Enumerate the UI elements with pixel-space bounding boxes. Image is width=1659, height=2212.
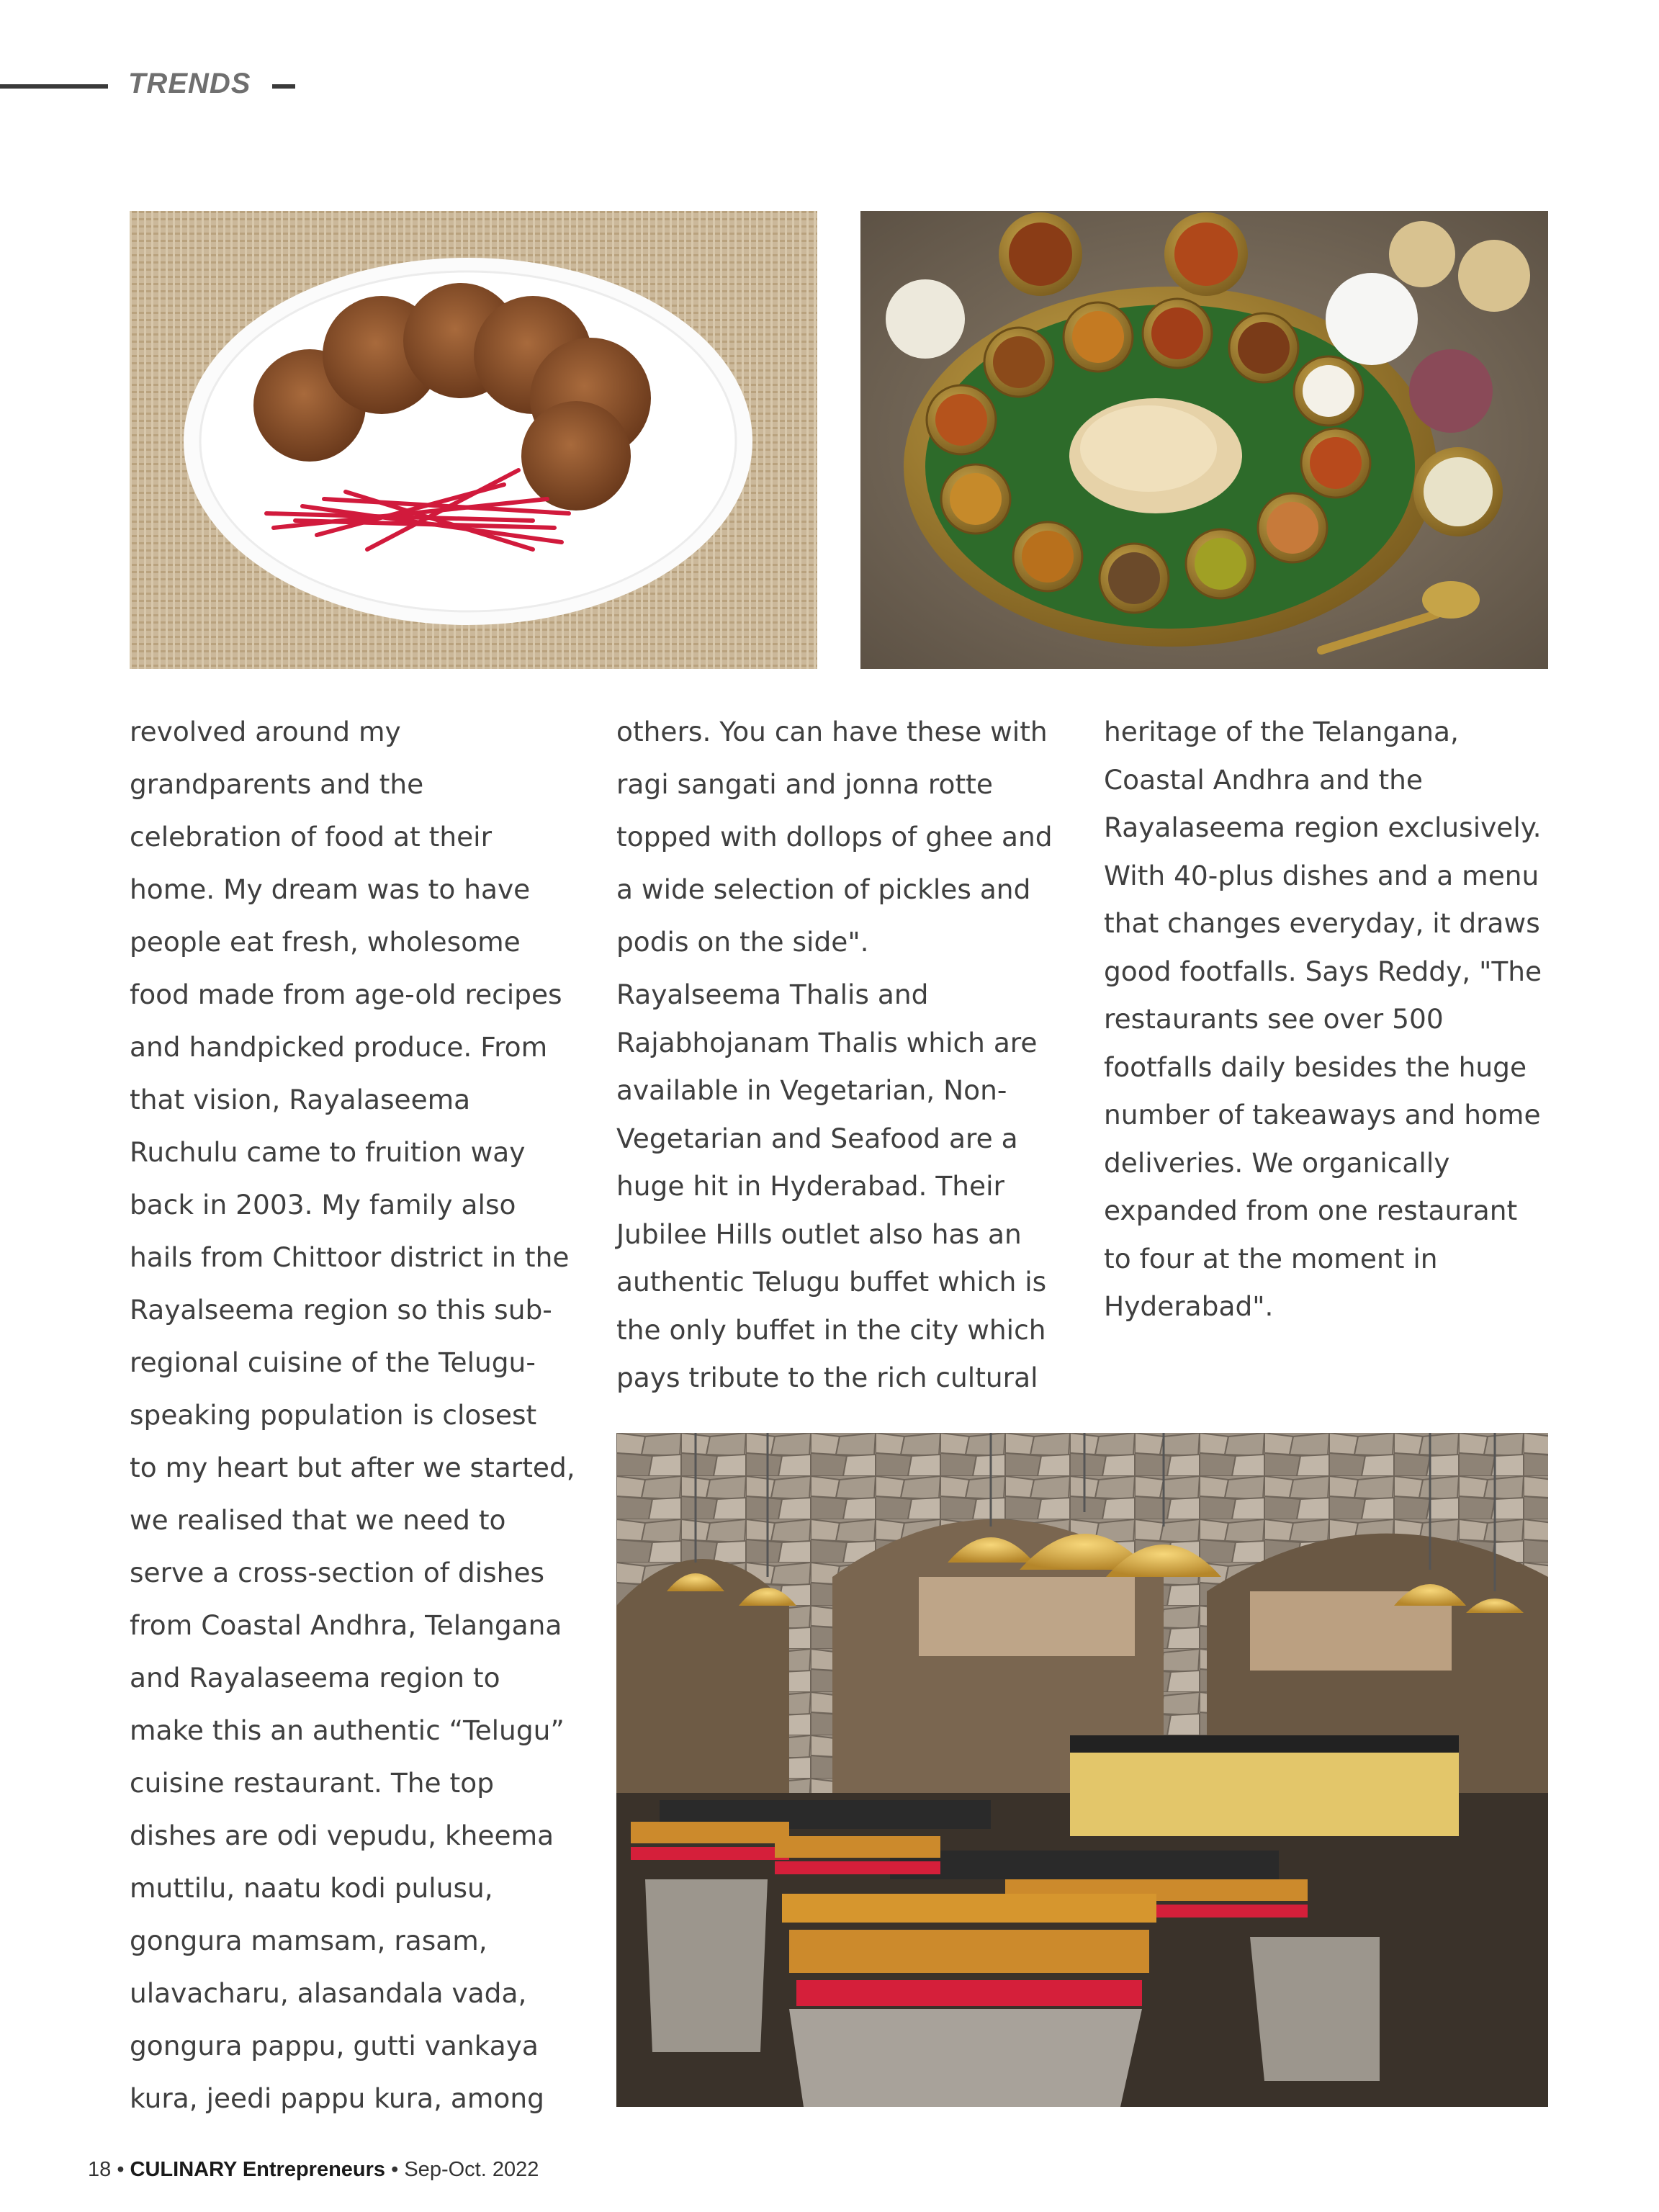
text-line: expanded from one restaurant — [1104, 1195, 1518, 1226]
text-column-1 — [130, 713, 590, 2132]
text-line: from Coastal Andhra, Telangana — [130, 1609, 562, 1641]
text-line: Rayalseema Thalis and — [616, 979, 929, 1010]
text-line: grandparents and the — [130, 768, 424, 800]
text-line: Rayalaseema region exclusively. — [1104, 811, 1542, 843]
text-line: hails from Chittoor district in the — [130, 1241, 570, 1273]
text-column-3 — [1104, 713, 1565, 1336]
text-line: pays tribute to the rich cultural — [616, 1362, 1038, 1393]
text-line: a wide selection of pickles and — [616, 873, 1031, 905]
text-line: and handpicked produce. From — [130, 1031, 548, 1063]
text-line: and Rayalaseema region to — [130, 1662, 500, 1694]
text-line: Coastal Andhra and the — [1104, 763, 1423, 796]
text-line: restaurants see over 500 — [1104, 1003, 1444, 1035]
footer-separator: • — [117, 2158, 125, 2181]
text-line: to my heart but after we started, — [130, 1452, 575, 1483]
text-line: podis on the side". — [616, 926, 869, 958]
text-line: deliveries. We organically — [1104, 1146, 1450, 1179]
text-line: celebration of food at their — [130, 821, 492, 853]
text-line: dishes are odi vepudu, kheema — [130, 1820, 554, 1851]
text-line: good footfalls. Says Reddy, "The — [1104, 955, 1542, 987]
text-line: With 40-plus dishes and a menu — [1104, 859, 1539, 891]
text-line: Vegetarian and Seafood are a — [616, 1122, 1018, 1154]
text-line: footfalls daily besides the huge — [1104, 1051, 1527, 1083]
page-footer — [88, 2158, 539, 2182]
text-line: gongura pappu, gutti vankaya — [130, 2030, 539, 2062]
magazine-title: CULINARY Entrepreneurs — [130, 2158, 386, 2181]
text-line: that changes everyday, it draws — [1104, 907, 1540, 939]
text-line: speaking population is closest — [130, 1399, 537, 1431]
header-rule-right — [272, 84, 295, 89]
issue-date: Sep-Oct. 2022 — [404, 2158, 539, 2181]
text-line: muttilu, naatu kodi pulusu, — [130, 1872, 493, 1904]
text-line: Rajabhojanam Thalis which are — [616, 1026, 1038, 1058]
text-line: food made from age-old recipes — [130, 979, 562, 1010]
text-line: Jubilee Hills outlet also has an — [616, 1218, 1022, 1250]
text-line: others. You can have these with — [616, 716, 1048, 747]
text-line: regional cuisine of the Telugu- — [130, 1346, 536, 1378]
text-line: number of takeaways and home — [1104, 1099, 1541, 1130]
text-line: ragi sangati and jonna rotte — [616, 768, 993, 800]
text-line: make this an authentic “Telugu” — [130, 1714, 565, 1746]
text-line: people eat fresh, wholesome — [130, 926, 521, 958]
thali-spread-photo — [860, 211, 1548, 669]
text-line: ulavacharu, alasandala vada, — [130, 1977, 527, 2009]
text-line: to four at the moment in — [1104, 1242, 1438, 1274]
text-line: the only buffet in the city which — [616, 1313, 1046, 1346]
text-line: we realised that we need to — [130, 1504, 506, 1536]
text-line: Rayalseema region so this sub- — [130, 1294, 552, 1326]
text-column-2 — [616, 713, 1077, 1407]
text-line: available in Vegetarian, Non- — [616, 1074, 1007, 1106]
text-line: Ruchulu came to fruition way — [130, 1136, 526, 1168]
text-line: revolved around my — [130, 716, 401, 747]
restaurant-interior-photo — [616, 1433, 1548, 2107]
section-label: TRENDS — [128, 68, 251, 99]
vada-platter-photo — [130, 211, 817, 669]
text-line: serve a cross-section of dishes — [130, 1557, 545, 1588]
text-line: heritage of the Telangana, — [1104, 716, 1459, 747]
text-line: kura, jeedi pappu kura, among — [130, 2082, 544, 2114]
header-rule-left — [0, 84, 108, 89]
text-line: that vision, Rayalaseema — [130, 1084, 471, 1115]
text-line: topped with dollops of ghee and — [616, 821, 1053, 853]
text-line: cuisine restaurant. The top — [130, 1767, 494, 1799]
page-number: 18 — [88, 2158, 112, 2181]
footer-separator: • — [391, 2158, 399, 2181]
text-line: authentic Telugu buffet which is — [616, 1266, 1047, 1298]
text-line: home. My dream was to have — [130, 873, 531, 905]
text-line: huge hit in Hyderabad. Their — [616, 1170, 1004, 1202]
text-line: gongura mamsam, rasam, — [130, 1925, 487, 1956]
text-line: back in 2003. My family also — [130, 1189, 516, 1220]
text-line: Hyderabad". — [1104, 1290, 1274, 1322]
